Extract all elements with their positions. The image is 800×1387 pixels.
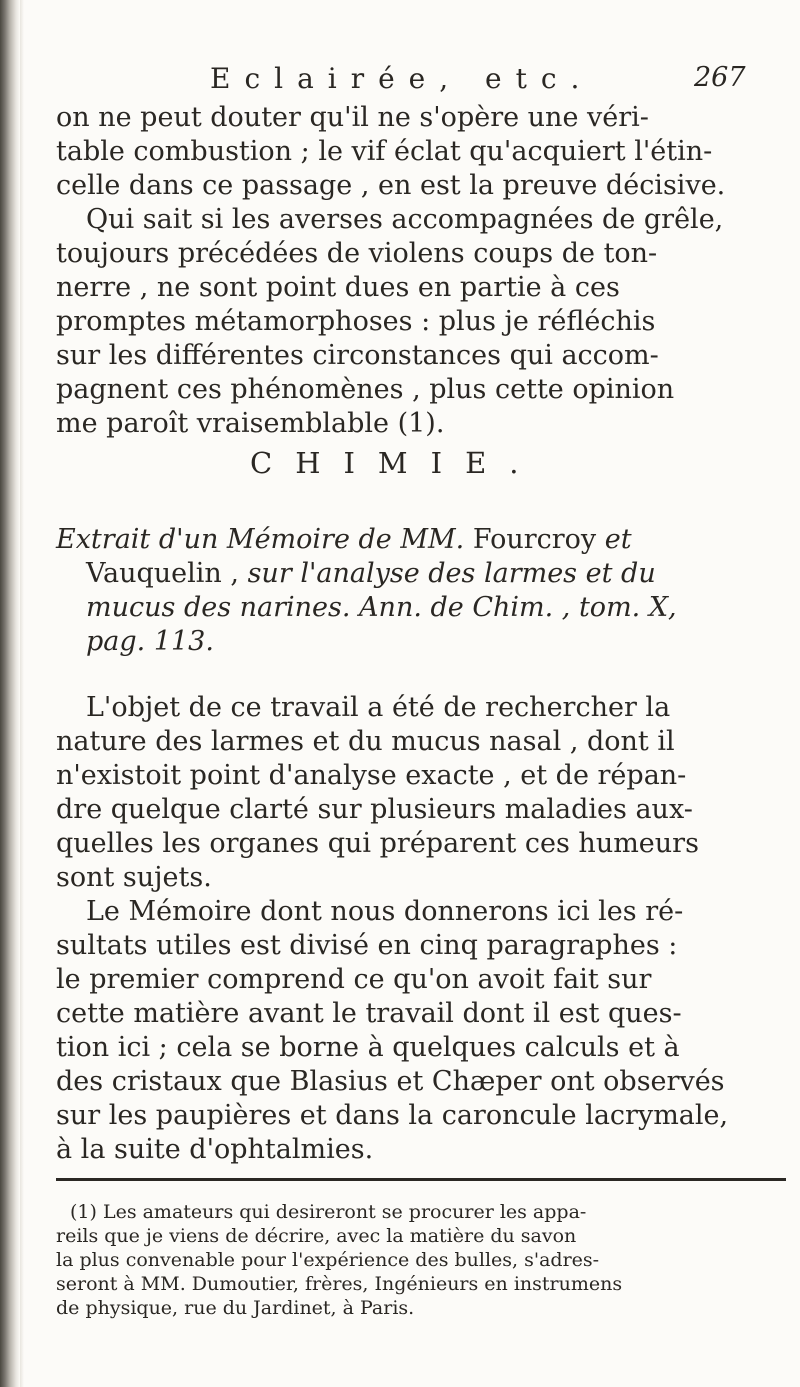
running-head	[0, 62, 800, 102]
footnote-line: de physique, rue du Jardinet, à Paris.	[56, 1297, 415, 1319]
footnote-line: (1) Les amateurs qui desireront se procurer les appa-	[70, 1201, 587, 1223]
text-line: n'existoit point d'analyse exacte , et de répan-	[56, 760, 687, 791]
text-line: tion ici ; cela se borne à quelques calculs et à	[56, 1032, 680, 1063]
section-heading-chimie: CHIMIE.	[250, 446, 542, 480]
text-line: nerre , ne sont point dues en partie à ces	[56, 272, 620, 303]
text-line: L'objet de ce travail a été de rechercher la	[86, 692, 671, 723]
text-line: sont sujets.	[56, 862, 212, 893]
page-number: 267	[694, 62, 746, 93]
footnote-line: seront à MM. Dumoutier, frères, Ingénieurs en instrumens	[56, 1273, 623, 1295]
footnote-rule	[56, 1178, 786, 1181]
text-line: sultats utiles est divisé en cinq paragraphes :	[56, 930, 678, 961]
text-line: sur les paupières et dans la caroncule lacrymale,	[56, 1100, 729, 1131]
citation-line	[86, 557, 656, 591]
citation-title-italic: sur l'analyse des larmes et du	[247, 558, 656, 589]
text-line: sur les différentes circonstances qui accom-	[56, 340, 659, 371]
text-line: quelles les organes qui préparent ces humeurs	[56, 828, 699, 859]
text-line: toujours précédées de violens coups de ton-	[56, 238, 658, 269]
running-head-title: Eclairée, etc.	[210, 62, 594, 95]
footnote-line: reils que je viens de décrire, avec la matière du savon	[56, 1225, 577, 1247]
citation-title-italic: Extrait d'un Mémoire de MM.	[56, 524, 465, 555]
text-line: à la suite d'ophtalmies.	[56, 1134, 374, 1165]
text-line: on ne peut douter qu'il ne s'opère une véri-	[56, 102, 649, 133]
citation-line: pag. 113.	[86, 626, 214, 657]
text-line: table combustion ; le vif éclat qu'acquiert l'étin-	[56, 136, 713, 167]
binding-gutter-shadow	[0, 0, 20, 1387]
text-line: Qui sait si les averses accompagnées de grêle,	[86, 204, 724, 235]
text-line: celle dans ce passage , en est la preuve décisive.	[56, 170, 726, 201]
citation-line: mucus des narines. Ann. de Chim. , tom. X,	[86, 592, 677, 623]
citation-line	[56, 523, 632, 557]
binding-gutter-fade	[20, 0, 24, 1387]
text-line: promptes métamorphoses : plus je réfléchis	[56, 306, 656, 337]
citation-author: Fourcroy	[464, 524, 605, 555]
citation-author: Vauquelin ,	[86, 558, 248, 589]
text-line: Le Mémoire dont nous donnerons ici les ré-	[86, 896, 684, 927]
text-line: cette matière avant le travail dont il est ques-	[56, 998, 682, 1029]
text-line: dre quelque clarté sur plusieurs maladies aux-	[56, 794, 693, 825]
text-line: le premier comprend ce qu'on avoit fait sur	[56, 964, 652, 995]
text-line: des cristaux que Blasius et Chæper ont observés	[56, 1066, 725, 1097]
text-line: nature des larmes et du mucus nasal , dont il	[56, 726, 675, 757]
footnote-line: la plus convenable pour l'expérience des bulles, s'adres-	[56, 1249, 600, 1271]
citation-conjunction: et	[604, 524, 632, 555]
text-line: me paroît vraisemblable (1).	[56, 408, 445, 439]
text-line: pagnent ces phénomènes , plus cette opinion	[56, 374, 675, 405]
